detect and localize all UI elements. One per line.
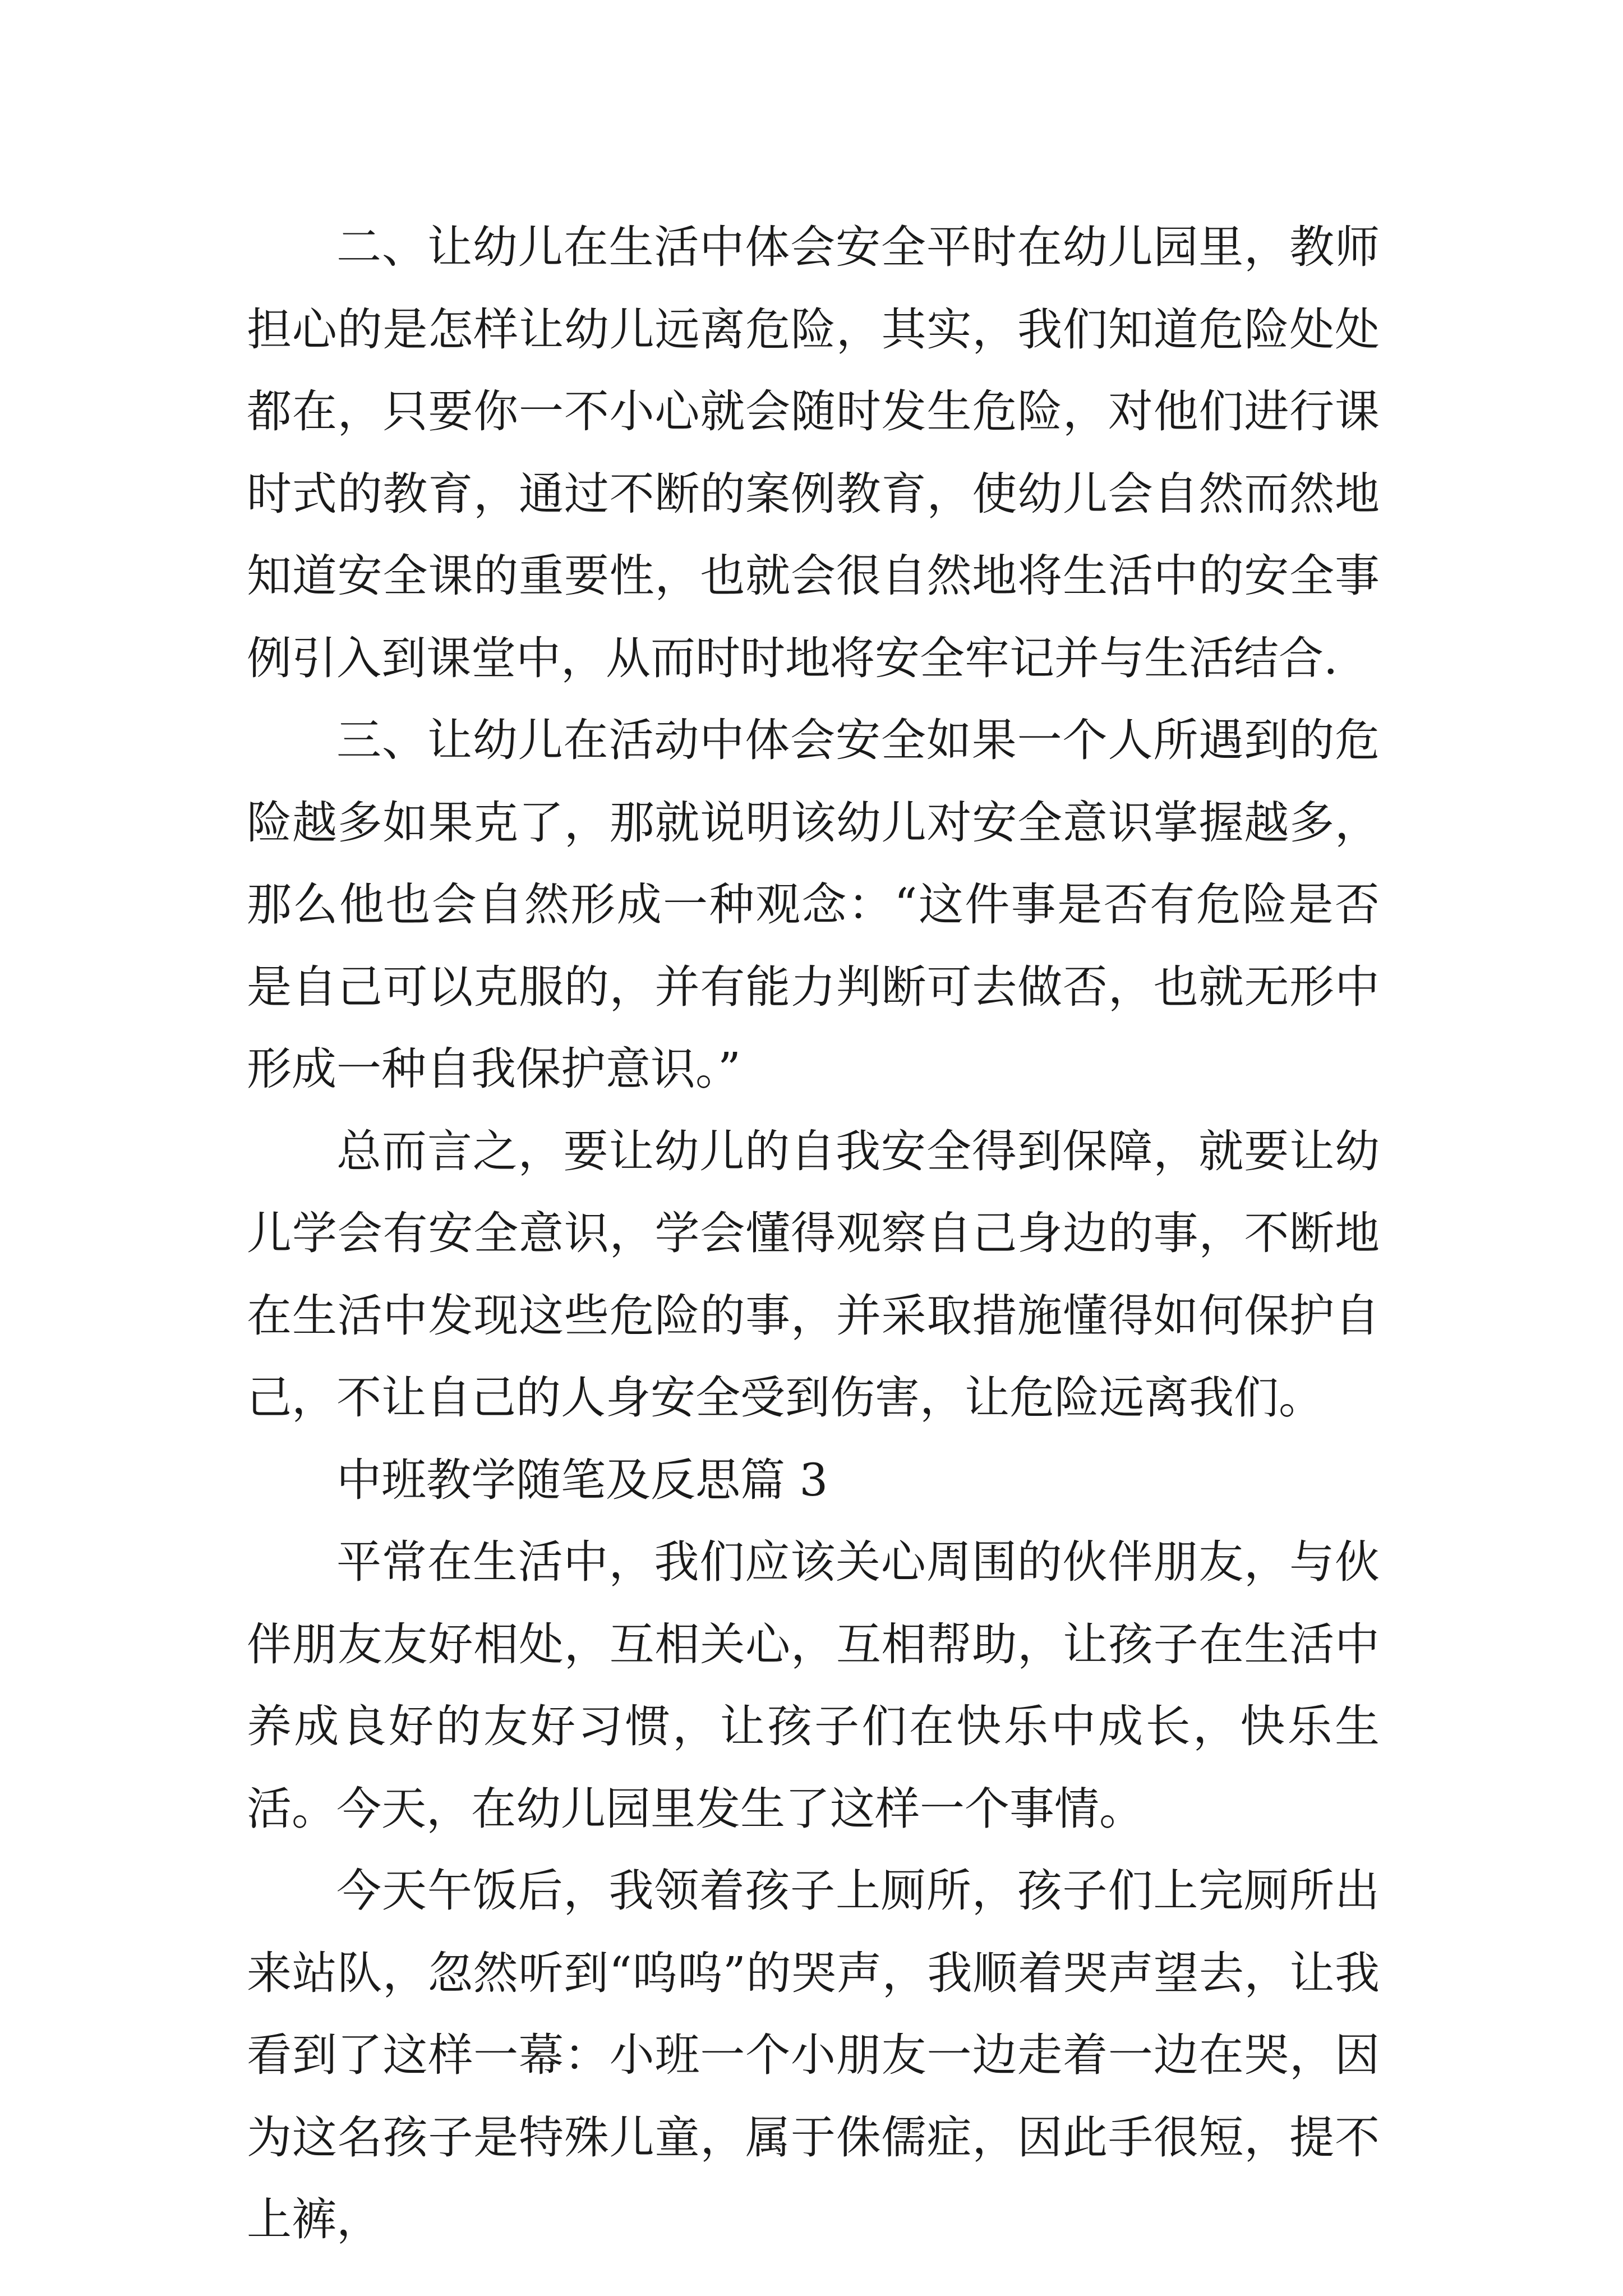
paragraph-safety-in-activities: 三、让幼儿在活动中体会安全如果一个人所遇到的危险越多如果克了，那就说明该幼儿对安全意识掌握越多，那么他也会自然形成一种观念：“这件事是否有危险是否是自己可以克服的，并有能力判断可去做否，也就无形中形成一种自我保护意识。” [247, 714, 1380, 1095]
paragraph-lunch-story: 今天午饭后，我领着孩子上厕所，孩子们上完厕所出来站队，忽然听到“呜呜”的哭声，我顺着哭声望去，让我看到了这样一幕：小班一个小朋友一边走着一边在哭，因为这名孩子是特殊儿童，属于侏儒症，因此手很短，提不上裤， [247, 1865, 1380, 2246]
paragraph-safety-in-life: 二、让幼儿在生活中体会安全平时在幼儿园里，教师担心的是怎样让幼儿远离危险，其实，我们知道危险处处都在，只要你一不小心就会随时发生危险，对他们进行课时式的教育，通过不断的案例教育，使幼儿会自然而然地知道安全课的重要性，也就会很自然地将生活中的安全事例引入到课堂中，从而时时地将安全牢记并与生活结合. [247, 221, 1380, 684]
paragraph-friendship: 平常在生活中，我们应该关心周围的伙伴朋友，与伙伴朋友友好相处，互相关心，互相帮助，让孩子在生活中养成良好的友好习惯，让孩子们在快乐中成长，快乐生活。今天，在幼儿园里发生了这样一个事情。 [247, 1536, 1380, 1835]
paragraph-conclusion: 总而言之，要让幼儿的自我安全得到保障，就要让幼儿学会有安全意识，学会懂得观察自己身边的事，不断地在生活中发现这些危险的事，并采取措施懂得如何保护自己，不让自己的人身安全受到伤害，让危险远离我们。 [247, 1125, 1380, 1424]
document-body [247, 206, 1380, 2261]
section-heading: 中班教学随笔及反思篇 3 [336, 1453, 828, 1506]
